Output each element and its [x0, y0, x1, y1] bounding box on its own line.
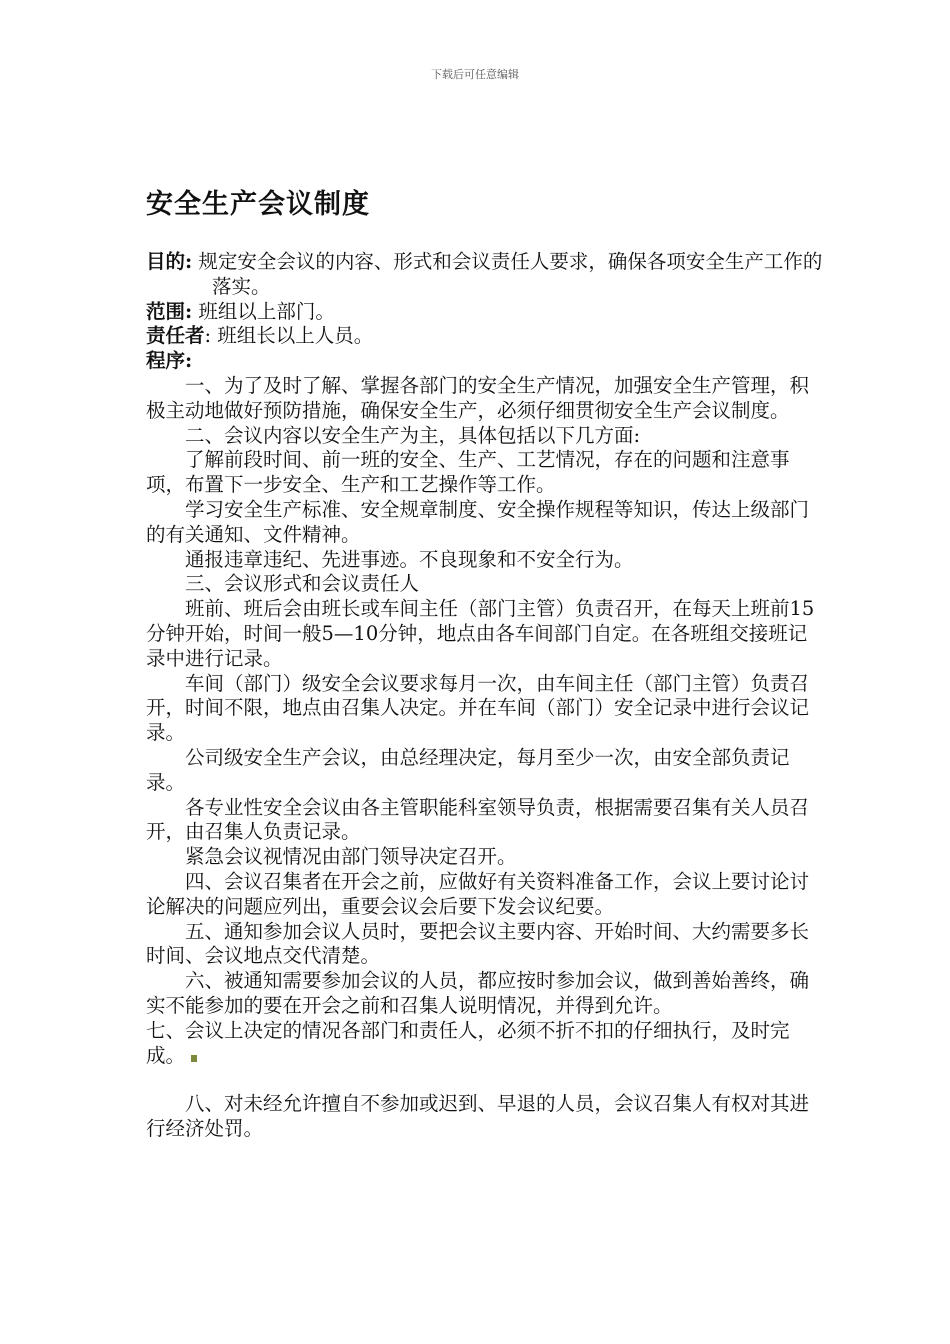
scope-label: 范围:: [146, 299, 193, 323]
paragraph: 五、通知参加会议人员时，要把会议主要内容、开始时间、大约需要多长时间、会议地点交代清楚。: [146, 919, 810, 968]
text-cursor-icon: [191, 1055, 197, 1062]
paragraph: 六、被通知需要参加会议的人员，都应按时参加会议，做到善始善终，确实不能参加的要在开会之前和召集人说明情况，并得到允许。: [146, 969, 810, 1017]
purpose-label: 目的:: [146, 250, 193, 273]
owner-line: [146, 324, 826, 349]
paragraph-7-text: 七、会议上决定的情况各部门和责任人，必须不折不扣的仔细执行，及时完成。: [146, 1018, 790, 1067]
procedure-label: 程序:: [146, 349, 193, 373]
paragraph: 四、会议召集者在开会之前，应做好有关资料准备工作，会议上要讨论讨论解决的问题应列出，重要会议会后要下发会议纪要。: [146, 869, 810, 918]
blank-line: [146, 1068, 826, 1092]
paragraph: 三、会议形式和会议责任人: [185, 572, 420, 596]
paragraph: 二、会议内容以安全生产为主，具体包括以下几方面:: [185, 423, 641, 447]
document-body: [146, 250, 826, 1142]
owner-text: : 班组长以上人员。: [204, 324, 374, 348]
paragraph: 了解前段时间、前一班的安全、生产、工艺情况，存在的问题和注意事项，布置下一步安全、生产和工艺操作等工作。: [146, 448, 790, 497]
scope-text: 班组以上部门。: [198, 299, 335, 323]
paragraph: 班前、班后会由班长或车间主任（部门主管）负责召开，在每天上班前15分钟开始，时间一般5—10分钟，地点由各车间部门自定。在各班组交接班记录中进行记录。: [146, 597, 815, 670]
owner-label: 责任者: [146, 324, 205, 348]
paragraph: 公司级安全生产会议，由总经理决定，每月至少一次，由安全部负责记录。: [146, 745, 790, 794]
paragraph-7: [146, 1019, 826, 1069]
page-header: 下载后可任意编辑: [431, 68, 519, 81]
paragraph: 车间（部门）级安全会议要求每月一次，由车间主任（部门主管）负责召开，时间不限，地点由召集人决定。并在车间（部门）安全记录中进行会议记录。: [146, 671, 810, 745]
paragraph: 一、为了及时了解、掌握各部门的安全生产情况，加强安全生产管理，积极主动地做好预防措施，确保安全生产，必须仔细贯彻安全生产会议制度。: [146, 373, 810, 422]
paragraph: 各专业性安全会议由各主管职能科室领导负责，根据需要召集有关人员召开，由召集人负责记录。: [146, 795, 810, 844]
paragraph: 通报违章违纪、先进事迹。不良现象和不安全行为。: [185, 547, 634, 571]
purpose-text: 规定安全会议的内容、形式和会议责任人要求，确保各项安全生产工作的落实。: [198, 250, 823, 298]
document-title: 安全生产会议制度: [146, 189, 370, 220]
paragraph: 学习安全生产标准、安全规章制度、安全操作规程等知识，传达上级部门的有关通知、文件精神。: [146, 497, 810, 546]
paragraph-8: 八、对未经允许擅自不参加或迟到、早退的人员，会议召集人有权对其进行经济处罚。: [146, 1092, 810, 1141]
paragraph: 紧急会议视情况由部门领导决定召开。: [185, 845, 517, 869]
purpose-line: [146, 250, 826, 300]
scope-line: [146, 300, 826, 325]
